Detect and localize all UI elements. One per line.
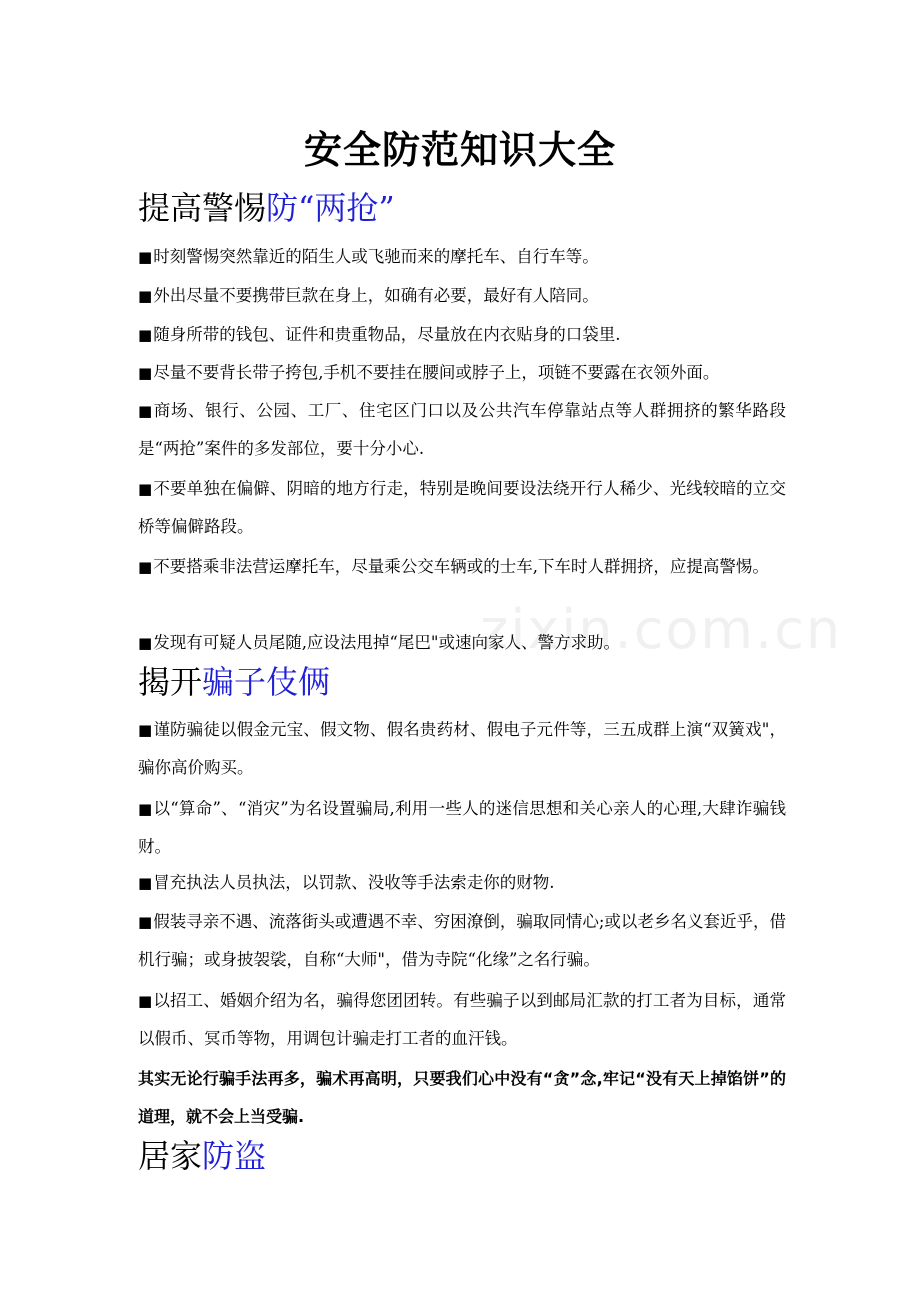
- heading-accent: 骗子伎俩: [202, 663, 331, 701]
- bullet-square-icon: ■: [138, 721, 153, 739]
- paragraph: ■不要搭乘非法营运摩托车，尽量乘公交车辆或的士车,下车时人群拥挤，应提高警惕。: [138, 557, 769, 576]
- bullet-square-icon: ■: [138, 402, 153, 420]
- section-heading-home-security: [138, 1134, 266, 1178]
- bullet-square-icon: ■: [138, 364, 153, 382]
- paragraph: ■谨防骗徒以假金元宝、假文物、假名贵药材、假电子元件等，三五成群上演“双簧戏"，骗你高价购买。: [138, 720, 786, 777]
- heading-accent: 防盗: [202, 1137, 267, 1175]
- paragraph: ■假装寻亲不遇、流落街头或遭遇不幸、穷困潦倒，骗取同情心;或以老乡名义套近乎，借机行骗；或身披袈裟，自称“大师"，借为寺院“化缘”之名行骗。: [138, 912, 786, 969]
- bullet-square-icon: ■: [138, 287, 153, 305]
- paragraph: ■随身所带的钱包、证件和贵重物品，尽量放在内衣贴身的口袋里.: [138, 325, 621, 344]
- paragraph: ■以招工、婚姻介绍为名，骗得您团团转。有些骗子以到邮局汇款的打工者为目标，通常以假币、冥币等物，用调包计骗走打工者的血汗钱。: [138, 991, 786, 1048]
- heading-prefix: 揭开: [138, 663, 203, 701]
- paragraph: ■以“算命”、“消灾”为名设置骗局,利用一些人的迷信思想和关心亲人的心理,大肆诈骗钱财。: [138, 799, 786, 856]
- paragraph: ■不要单独在偏僻、阴暗的地方行走，特别是晚间要设法绕开行人稀少、光线较暗的立交桥等偏僻路段。: [138, 479, 786, 536]
- paragraph: ■发现有可疑人员尾随,应设法甩掉“尾巴"或速向家人、警方求助。: [138, 633, 620, 652]
- bullet-square-icon: ■: [138, 248, 153, 266]
- heading-prefix: 提高警惕: [138, 189, 267, 227]
- heading-accent: 防“两抢”: [266, 189, 395, 227]
- section-heading-fraud: [138, 660, 330, 704]
- bullet-square-icon: ■: [138, 800, 153, 818]
- paragraph: ■商场、银行、公园、工厂、住宅区门口以及公共汽车停靠站点等人群拥挤的繁华路段是“两抢”案件的多发部位，要十分小心.: [138, 401, 786, 458]
- heading-prefix: 居家: [138, 1137, 203, 1175]
- bullet-square-icon: ■: [138, 913, 153, 931]
- bullet-square-icon: ■: [138, 634, 153, 652]
- summary-paragraph: 其实无论行骗手法再多，骗术再高明，只要我们心中没有“贪”念,牢记“没有天上掉馅饼”的道理，就不会上当受骗.: [138, 1069, 786, 1126]
- paragraph: ■时刻警惕突然靠近的陌生人或飞驰而来的摩托车、自行车等。: [138, 247, 599, 266]
- watermark: zixin.com.cn: [480, 598, 843, 661]
- paragraph: ■尽量不要背长带子挎包,手机不要挂在腰间或脖子上，项链不要露在衣领外面。: [138, 363, 720, 382]
- bullet-square-icon: ■: [138, 992, 153, 1010]
- bullet-square-icon: ■: [138, 480, 153, 498]
- bullet-square-icon: ■: [138, 558, 153, 576]
- paragraph: ■外出尽量不要携带巨款在身上，如确有必要，最好有人陪同。: [138, 286, 599, 305]
- section-heading-robbery: [138, 186, 395, 230]
- bullet-square-icon: ■: [138, 326, 153, 344]
- bullet-square-icon: ■: [138, 874, 153, 892]
- page-title: 安全防范知识大全: [303, 128, 616, 172]
- paragraph: ■冒充执法人员执法，以罚款、没收等手法索走你的财物.: [138, 873, 555, 892]
